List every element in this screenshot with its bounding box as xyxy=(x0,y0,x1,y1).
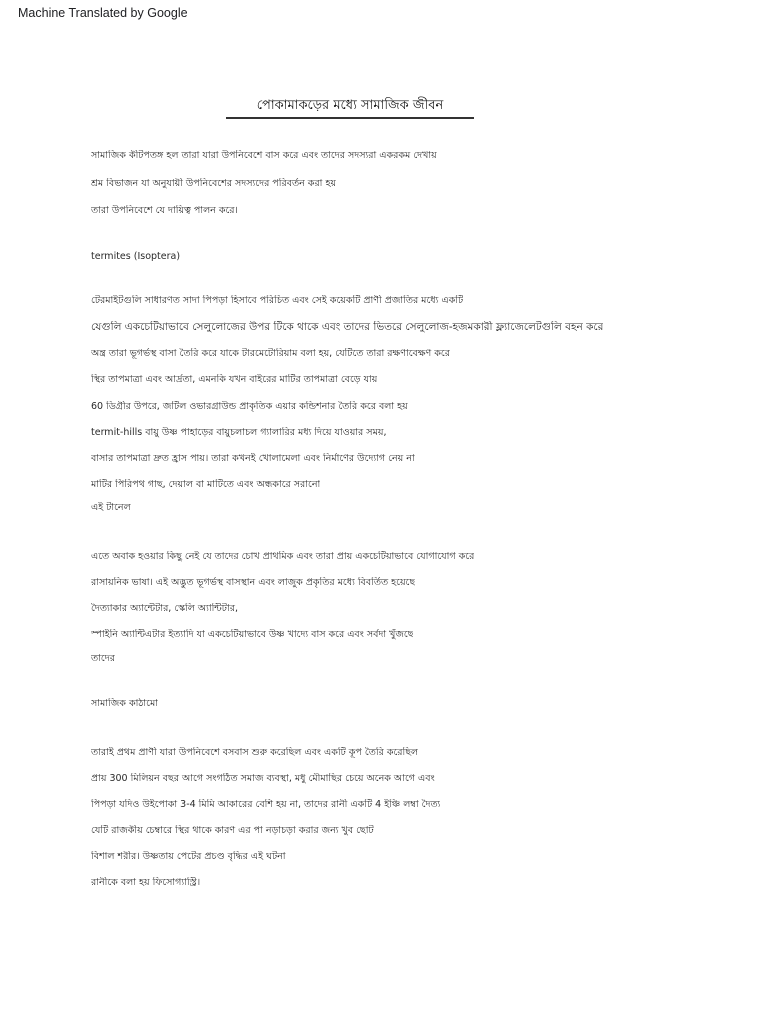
body-line: স্থির তাপমাত্রা এবং আর্দ্রতা, এমনকি যখন বাইরের মাটির তাপমাত্রা বেড়ে যায় xyxy=(91,374,378,385)
machine-translated-banner: Machine Translated by Google xyxy=(18,6,188,20)
body-line: রাসায়নিক ভাষা। এই অদ্ভুত ভূগর্ভস্থ বাসস্থান এবং লাজুক প্রকৃতির মধ্যে বিবর্তিত হয়েছে xyxy=(91,577,416,588)
body-line: দৈত্যাকার অ্যান্টেটার, স্কেলি অ্যান্টিটার, xyxy=(91,603,238,614)
body-line: সামাজিক কীটপতঙ্গ হল তারা যারা উপনিবেশে বাস করে এবং তাদের সদস্যরা একরকম দেখায় xyxy=(91,150,437,161)
body-line: তারাই প্রথম প্রাণী যারা উপনিবেশে বসবাস শুরু করেছিল এবং একটি কূপ তৈরি করেছিল xyxy=(91,747,419,758)
body-line: 60 ডিগ্রীর উপরে, জটিল ওভারগ্রাউন্ড প্রাকৃতিক এয়ার কন্ডিশনার তৈরি করে বলা হয় xyxy=(91,401,408,412)
body-line: টেরমাইটগুলি সাধারণত সাদা পিঁপড়া হিসাবে পরিচিত এবং সেই কয়েকটি প্রাণী প্রজাতির মধ্যে একটি xyxy=(91,295,464,306)
title-underline xyxy=(226,117,474,119)
body-line: এতে অবাক হওয়ার কিছু নেই যে তাদের চোখ প্রাথমিক এবং তারা প্রায় একচেটিয়াভাবে যোগাযোগ করে xyxy=(91,551,475,562)
body-line: termit-hills বায়ু উষ্ণ পাহাড়ের বায়ুচলাচল গ্যালারির মধ্য দিয়ে যাওয়ার সময়, xyxy=(91,427,387,438)
body-line: পিঁপড়া যদিও উইপোকা 3-4 মিমি আকারের বেশি হয় না, তাদের রানী একটি 4 ইঞ্চি লম্বা দৈত্য xyxy=(91,799,441,810)
body-line: এই টানেল xyxy=(91,502,131,513)
section-heading-termites: termites (Isoptera) xyxy=(91,251,181,262)
body-line: রানীকে বলা হয় ফিসোগ্যাস্ট্রি। xyxy=(91,877,201,888)
body-line: তাদের xyxy=(91,653,115,664)
document-title: পোকামাকড়ের মধ্যে সামাজিক জীবন xyxy=(256,98,444,113)
body-line: বাসার তাপমাত্রা দ্রুত হ্রাস পায়। তারা কখনই খোলামেলা এবং নির্মাণের উদ্যোগ নেয় না xyxy=(91,453,415,464)
body-line: যেগুলি একচেটিয়াভাবে সেলুলোজের উপর টিকে থাকে এবং তাদের ভিতরে সেলুলোজ-হজমকারী ফ্ল্যাজেলেটগুলি বহন করে xyxy=(91,321,604,333)
body-line: তারা উপনিবেশে যে দায়িত্ব পালন করে। xyxy=(91,205,238,216)
body-line: অন্ত্র তারা ভূগর্ভস্থ বাসা তৈরি করে যাকে টারমেটোরিয়াম বলা হয়, যেটিতে তারা রক্ষণাবেক্ষণ করে xyxy=(91,348,450,359)
section-heading-social-structure: সামাজিক কাঠামো xyxy=(91,698,159,709)
body-line: বিশাল শরীর। উষ্ণতায় পেটের প্রচণ্ড বৃদ্ধির এই ঘটনা xyxy=(91,851,286,862)
body-line: মাটির পিরিপথ গাছ, দেয়াল বা মাটিতে এবং অন্ধকারে সরানো xyxy=(91,479,321,490)
body-line: স্পাইনি অ্যান্টিএটার ইত্যাদি যা একচেটিয়াভাবে উষ্ণ খাদ্যে বাস করে এবং সর্বদা খুঁজছে xyxy=(91,629,414,640)
body-line: প্রায় 300 মিলিয়ন বছর আগে সংগঠিত সমাজ ব্যবস্থা, মধু মৌমাছির চেয়ে অনেক আগে এবং xyxy=(91,773,435,784)
body-line: যেটি রাজকীয় চেম্বারে স্থির থাকে কারণ এর পা নড়াচড়া করার জন্য খুব ছোট xyxy=(91,825,374,836)
body-line: শ্রম বিভাজন যা অনুযায়ী উপনিবেশের সদস্যদের পরিবর্তন করা হয় xyxy=(91,178,337,189)
